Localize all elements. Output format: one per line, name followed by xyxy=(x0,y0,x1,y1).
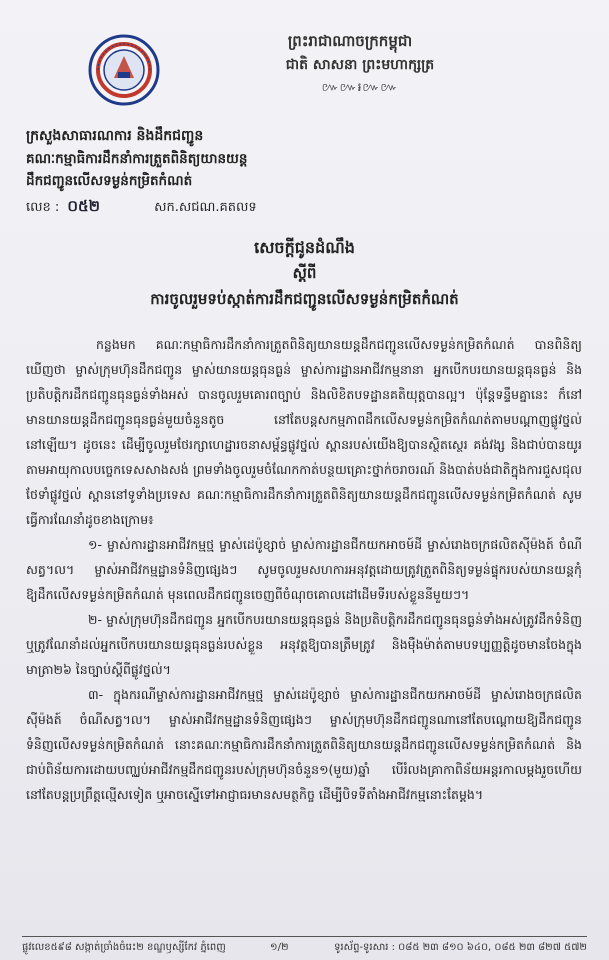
notice-body xyxy=(26,332,582,807)
page-footer xyxy=(22,936,587,953)
ministry-logo xyxy=(88,34,160,106)
ornament-divider: ៚៚៛៚៚ xyxy=(321,80,399,94)
page-number: ១/២ xyxy=(270,942,289,953)
reference-label: លេខ : xyxy=(26,200,60,215)
list-item: ២- ម្ចាស់ក្រុមហ៊ុនដឹកជញ្ជូន អ្នកបើកបរយានយន្តធុនធ្ងន់ និងប្រតិបត្តិករដឹកជញ្ជូនធុនធ្ងន់ទាំងអស់ត្រូវដឹកទំនិញ ឬត្រូវណែនាំដល់អ្នកបើកបរយានយន្តធុនធ្ងន់របស់ខ្លួន អនុវត្តឱ្យបានត្រឹមត្រូវ និងម៉ឺងម៉ាត់តាមបទប្បញ្ញត្តិដូចមានចែងក្នុងមាត្រា២៦ នៃច្បាប់ស្ដីពីផ្លូវថ្នល់។ xyxy=(26,612,582,677)
kingdom-name: ព្រះរាជាណាចក្រកម្ពុជា xyxy=(287,32,413,50)
ministry-name: ក្រសួងសាធារណការ និងដឹកជញ្ជូន xyxy=(26,128,204,144)
notice-subject: ការចូលរួមទប់ស្កាត់ការដឹកជញ្ជូនលើសទម្ងន់កម្រិតកំណត់ xyxy=(150,290,459,308)
list-item: ១- ម្ចាស់ការដ្ឋានអាជីវកម្មថ្ម ម្ចាស់ដេប៉ូខ្សាច់ ម្ចាស់ការដ្ឋានជីកយកអាចម៍ដី ម្ចាស់រោងចក្រផលិតស៊ីម៉ងត៍ ចំណីសត្វ។ល។ ម្ចាស់អាជីវកម្មដ្ឋានទំនិញផ្សេងៗ សូមចូលរួមសហការអនុវត្តដោយត្រូវត្រួតពិនិត្យទម្ងន់ផ្ទុករបស់យានយន្តកុំឱ្យដឹកលើសទម្ងន់កម្រិតកំណត់ មុនពេលដឹកជញ្ជូនចេញពីចំណុចគោលដៅដើមទីរបស់ខ្លួននីមួយៗ។ xyxy=(26,537,582,602)
notice-subject-label: ស្ដីពី xyxy=(292,264,317,282)
reference-code: សក.សជណ.គតលទ xyxy=(154,200,257,215)
committee-name: គណៈកម្មាធិការដឹកនាំការត្រួតពិនិត្យយានយន្ត xyxy=(26,151,248,167)
committee-subname: ដឹកជញ្ជូនលើសទម្ងន់កម្រិតកំណត់ xyxy=(26,173,193,189)
notice-title: សេចក្ដីជូនដំណឹង xyxy=(254,238,355,257)
national-motto: ជាតិ សាសនា ព្រះមហាក្សត្រ xyxy=(285,57,435,73)
reference-line xyxy=(26,197,257,219)
footer-address: ផ្លូវលេខ៥៩៨ សង្កាត់ច្រាំងចំរេះ២ ខណ្ឌឫស្សីកែវ ភ្នំពេញ xyxy=(22,942,226,953)
list-item: ៣- ក្នុងករណីម្ចាស់ការដ្ឋានអាជីវកម្មថ្ម ម្ចាស់ដេប៉ូខ្សាច់ ម្ចាស់ការដ្ឋានជីកយកអាចម៍ដី ម្ចាស់រោងចក្រផលិតស៊ីម៉ងត៍ ចំណីសត្វ។ល។ ម្ចាស់អាជីវកម្មដ្ឋានទំនិញផ្សេងៗ ម្ចាស់ក្រុមហ៊ុនដឹកជញ្ជូនណានៅតែបណ្ដោយឱ្យដឹកជញ្ជូនទំនិញលើសទម្ងន់កម្រិតកំណត់ នោះគណៈកម្មាធិការដឹកនាំការត្រួតពិនិត្យយានយន្តដឹកជញ្ជូនលើសទម្ងន់កម្រិតកំណត់ និងជាប់ពិន័យការដោយបញ្ឈប់អាជីវកម្មដឹកជញ្ជូនរបស់ក្រុមហ៊ុនចំនួន១(មួយ)ឆ្នាំ បើរំលងគ្រាកាពិន័យអន្តរកាលម្ដងរួចហើយ នៅតែបន្តប្រព្រឹត្តល្មើសទៀត ឬអាចស្នើទៅអាជ្ញាធរមានសមត្ថកិច្ច ដើម្បីបិទទីតាំងអាជីវកម្មនោះតែម្ដង។ xyxy=(26,687,582,802)
footer-phone: ទូរស័ព្ទ-ទូរសារ : ០៨៥ ២៣ ៨១០ ៦៤០, ០៨៥ ២៣ ៨២៧ ៥៧២ xyxy=(334,942,587,953)
intro-paragraph: កន្លងមក គណៈកម្មាធិការដឹកនាំការត្រួតពិនិត្យយានយន្តដឹកជញ្ជូនលើសទម្ងន់កម្រិតកំណត់ បានពិនិត្យឃើញថា ម្ចាស់ក្រុមហ៊ុនដឹកជញ្ជូន ម្ចាស់យានយន្តធុនធ្ងន់ ម្ចាស់ការដ្ឋានអាជីវកម្មនានា អ្នកបើកបរយានយន្តធុនធ្ងន់ និងប្រតិបត្តិករដឹកជញ្ជូនធុនធ្ងន់ទាំងអស់ បានចូលរួមគោរពច្បាប់ និងលិខិតបទដ្ឋានគតិយុត្តបានល្អ។ ប៉ុន្តែទន្ទឹមគ្នានេះ ក៏នៅមានយានយន្តដឹកជញ្ជូនធុនធ្ងន់មួយចំនួនតូច នៅតែបន្តសកម្មភាពដឹកលើសទម្ងន់កម្រិតកំណត់តាមបណ្ដាញផ្លូវថ្នល់នៅឡើយ។ ដូចនេះ ដើម្បីចូលរួមថែរក្សាហេដ្ឋារចនាសម្ព័ន្ធផ្លូវថ្នល់ ស្ពានរបស់យើងឱ្យបានស្ថិតស្ថេរ គង់វង្ស និងជាប់បានយូរតាមអាយុកាលបច្ចេកទេសសាងសង់ ព្រមទាំងចូលរួមចំណែកកាត់បន្ថយគ្រោះថ្នាក់ចរាចរណ៍ និងបាត់បង់ជាតិក្នុងការជួសជុលថែទាំផ្លូវថ្នល់ ស្ពាននៅទូទាំងប្រទេស គណៈកម្មាធិការដឹកនាំការត្រួតពិនិត្យយានយន្តដឹកជញ្ជូនលើសទម្ងន់កម្រិតកំណត់ សូមធ្វើការណែនាំដូចខាងក្រោម៖ xyxy=(26,337,582,527)
reference-number: ០៥២ xyxy=(67,197,101,215)
